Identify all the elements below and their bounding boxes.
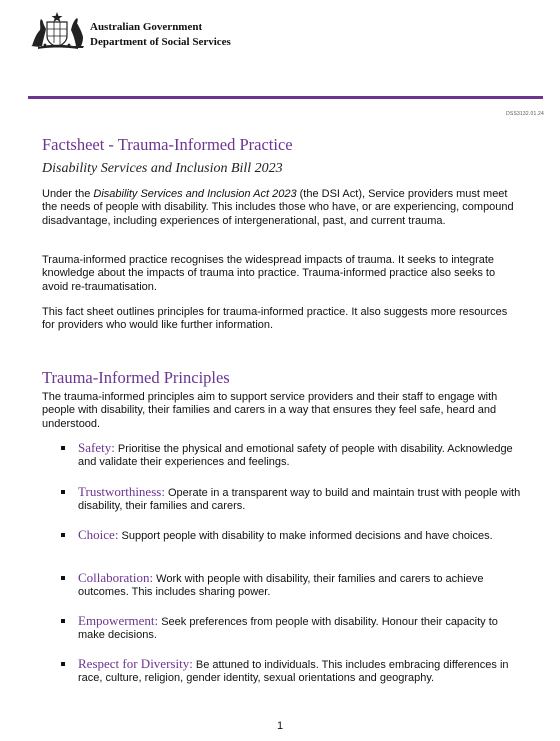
- bullet-icon: [61, 619, 65, 623]
- gov-line-1: Australian Government: [90, 21, 203, 33]
- bullet-icon: [61, 576, 65, 580]
- principle-term: Trustworthiness:: [78, 484, 165, 499]
- intro-paragraph-1: [42, 188, 518, 228]
- principles-heading: Trauma-Informed Principles: [42, 368, 230, 387]
- intro-p1-post: (the DSI Act), Service providers must meet the needs of people with disability. This includes those who have, or are experiencing, compound disadvantage, including experiences of intergenerational, past, and current trauma.: [42, 188, 514, 227]
- gov-line-2: Department of Social Services: [90, 36, 231, 48]
- page-subtitle: Disability Services and Inclusion Bill 2023: [42, 161, 283, 176]
- intro-paragraph-2: Trauma-informed practice recognises the widespread impacts of trauma. It seeks to integrate knowledge about the impacts of trauma into practice. Trauma-informed practice also seeks to avoid re-traumatisation.: [42, 254, 496, 293]
- header-divider: [28, 96, 543, 99]
- principle-term: Safety:: [78, 440, 115, 455]
- act-name: Disability Services and Inclusion Act 2023: [93, 188, 297, 200]
- principle-term: Choice:: [78, 527, 119, 542]
- principle-text: Operate in a transparent way to build and maintain trust with people with disability, their families and carers.: [78, 487, 521, 513]
- principle-term: Empowerment:: [78, 613, 159, 628]
- coat-of-arms-icon: [28, 10, 86, 50]
- page-title: Factsheet - Trauma-Informed Practice: [42, 135, 293, 154]
- document-number: DSS3132.01.24: [506, 111, 544, 117]
- page-header: [28, 10, 538, 50]
- principle-text: Prioritise the physical and emotional safety of people with disability. Acknowledge and validate their experiences and feelings.: [78, 443, 513, 469]
- bullet-icon: [61, 446, 65, 450]
- principle-text: Work with people with disability, their families and carers to achieve outcomes. This includes sharing power.: [78, 573, 484, 599]
- principles-intro: The trauma-informed principles aim to support service providers and their staff to engage with people with disability, their families and carers in a way that ensures they feel safe, heard and understood.: [42, 391, 498, 430]
- bullet-icon: [61, 662, 65, 666]
- principle-text: Seek preferences from people with disability. Honour their capacity to make decisions.: [78, 616, 498, 642]
- government-wordmark: [90, 20, 231, 50]
- intro-p1-pre: Under the: [42, 188, 94, 200]
- page-number: 1: [276, 720, 284, 732]
- principle-term: Respect for Diversity:: [78, 656, 193, 671]
- principle-term: Collaboration:: [78, 570, 154, 585]
- principle-text: Support people with disability to make informed decisions and have choices.: [118, 530, 493, 542]
- intro-paragraph-3: This fact sheet outlines principles for trauma-informed practice. It also suggests more resources for providers who would like further information.: [42, 306, 508, 332]
- bullet-icon: [61, 533, 65, 537]
- bullet-icon: [61, 490, 65, 494]
- principle-text: Be attuned to individuals. This includes embracing differences in race, culture, religion, gender identity, sexual orientations and geography.: [78, 659, 509, 685]
